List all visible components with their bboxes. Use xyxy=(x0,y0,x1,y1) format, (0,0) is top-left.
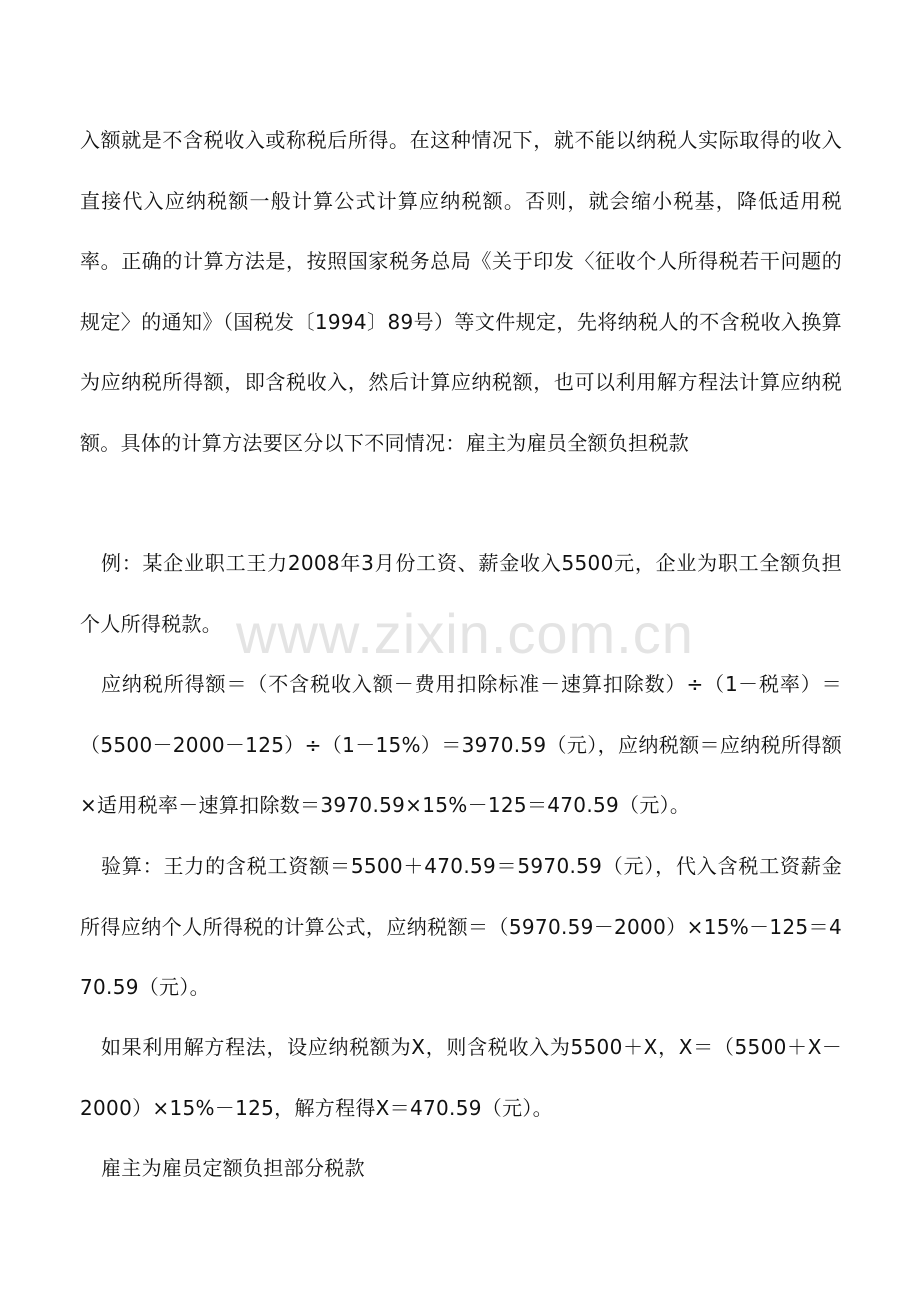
paragraph-6: 雇主为雇员定额负担部分税款 xyxy=(101,1156,365,1180)
paragraph-4: 验算：王力的含税工资额＝5500＋470.59＝5970.59（元），代入含税工资薪金所得应纳个人所得税的计算公式，应纳税额＝（5970.59－2000）×15%－125＝470.59（元）。 xyxy=(80,854,842,999)
paragraph-5: 如果利用解方程法，设应纳税额为X，则含税收入为5500＋X，X＝（5500＋X－2000）×15%－125，解方程得X＝470.59（元）。 xyxy=(80,1035,842,1120)
paragraph-2: 例：某企业职工王力2008年3月份工资、薪金收入5500元，企业为职工全额负担个人所得税款。 xyxy=(80,551,842,636)
paragraph-3: 应纳税所得额＝（不含税收入额－费用扣除标准－速算扣除数）÷（1－税率）＝（5500－2000－125）÷（1－15%）＝3970.59（元），应纳税额＝应纳税所得额×适用税率－速算扣除数＝3970.59×15%－125＝470.59（元）。 xyxy=(80,672,842,817)
paragraph-1: 入额就是不含税收入或称税后所得。在这种情况下，就不能以纳税人实际取得的收入直接代入应纳税额一般计算公式计算应纳税额。否则，就会缩小税基，降低适用税率。正确的计算方法是，按照国家税务总局《关于印发〈征收个人所得税若干问题的规定〉的通知》（国税发〔1994〕89号）等文件规定，先将纳税人的不含税收入换算为应纳税所得额，即含税收入，然后计算应纳税额，也可以利用解方程法计算应纳税额。具体的计算方法要区分以下不同情况：雇主为雇员全额负担税款 xyxy=(80,128,842,455)
watermark: www.zixin.com.cn xyxy=(236,602,694,665)
